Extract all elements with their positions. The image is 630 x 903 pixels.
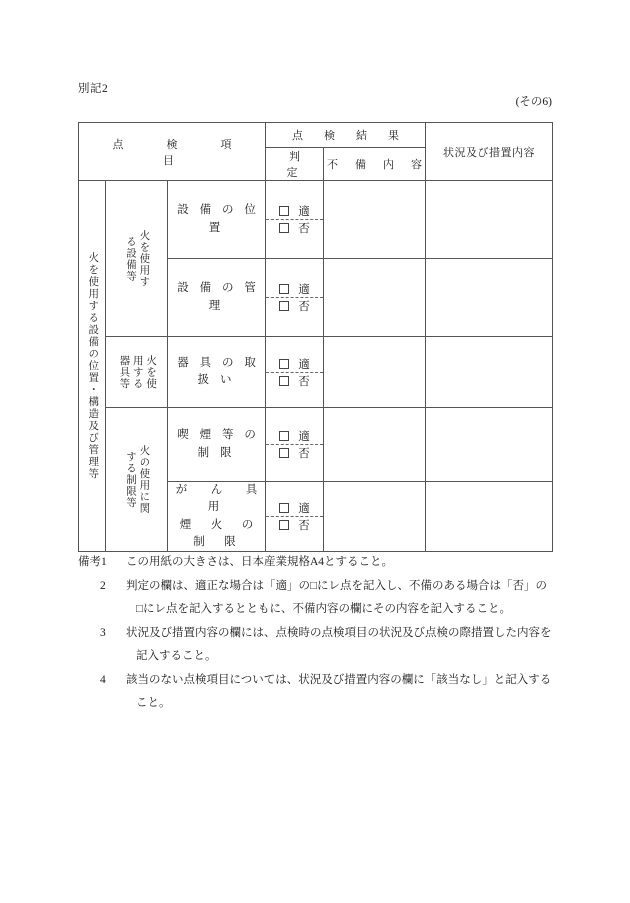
status-measures-cell[interactable] bbox=[426, 181, 553, 259]
checkbox-icon[interactable] bbox=[279, 206, 289, 216]
defect-content-cell[interactable] bbox=[324, 181, 426, 259]
group-cell-usage-restrictions bbox=[106, 408, 168, 552]
header-inspection-result: 点 検 結 果 bbox=[266, 123, 426, 148]
table-row bbox=[79, 408, 553, 482]
judgement-option-pass[interactable] bbox=[266, 203, 323, 220]
group-cell-appliances bbox=[106, 337, 168, 408]
judgement-fail-label: 否 bbox=[298, 223, 310, 235]
judgement-option-fail[interactable] bbox=[266, 298, 323, 314]
checkbox-icon[interactable] bbox=[279, 223, 289, 233]
checkbox-icon[interactable] bbox=[279, 431, 289, 441]
item-cell bbox=[168, 181, 266, 259]
judgement-pass-label: 適 bbox=[298, 431, 310, 443]
judgement-option-fail[interactable] bbox=[266, 220, 323, 236]
judgement-pass-label: 適 bbox=[298, 206, 310, 218]
sheet-number: (その6) bbox=[515, 96, 552, 108]
table-header-row-1 bbox=[79, 123, 553, 148]
inspection-table bbox=[78, 122, 553, 552]
item-cell bbox=[168, 259, 266, 337]
category-cell bbox=[79, 181, 106, 552]
checkbox-icon[interactable] bbox=[279, 520, 289, 530]
defect-content-cell[interactable] bbox=[324, 482, 426, 552]
judgement-cell bbox=[266, 337, 324, 408]
defect-content-cell[interactable] bbox=[324, 408, 426, 482]
note-text: 状況及び措置内容の欄には、点検時の点検項目の状況及び点検の際措置した内容を bbox=[126, 626, 552, 639]
note-text: こと。 bbox=[136, 697, 171, 710]
item-cell bbox=[168, 337, 266, 408]
header-inspection-item: 点 検 項 目 bbox=[79, 123, 266, 181]
judgement-option-pass[interactable] bbox=[266, 500, 323, 517]
judgement-option-pass[interactable] bbox=[266, 428, 323, 445]
item-label: 煙 火 の 制 限 bbox=[179, 518, 273, 548]
item-label: 設 備 の 管 理 bbox=[177, 282, 260, 312]
judgement-pass-label: 適 bbox=[298, 284, 310, 296]
judgement-option-fail[interactable] bbox=[266, 373, 323, 389]
item-label: 喫 煙 等 の 制 限 bbox=[177, 429, 260, 459]
group-label-line: 火を使用す bbox=[138, 229, 150, 288]
note-text: 該当のない点検項目については、状況及び措置内容の欄に「該当なし」と記入する bbox=[126, 673, 552, 686]
item-label: 器 具 の 取 扱 い bbox=[177, 356, 260, 386]
judgement-cell bbox=[266, 259, 324, 337]
group-label-line: 火の使用に関 bbox=[138, 445, 150, 514]
judgement-option-fail[interactable] bbox=[266, 517, 323, 533]
judgement-fail-label: 否 bbox=[298, 301, 310, 313]
group-cell-equipment bbox=[106, 181, 168, 337]
judgement-option-pass[interactable] bbox=[266, 281, 323, 298]
item-label: が ん 具 用 bbox=[175, 484, 281, 514]
item-label: 設 備 の 位 置 bbox=[177, 204, 260, 234]
note-item bbox=[78, 575, 578, 599]
header-status-and-measures: 状況及び措置内容 bbox=[426, 123, 553, 181]
group-label-line: る設備等 bbox=[125, 235, 136, 282]
header-defect-content: 不 備 内 容 bbox=[324, 148, 426, 181]
defect-content-cell[interactable] bbox=[324, 337, 426, 408]
defect-content-cell[interactable] bbox=[324, 259, 426, 337]
note-text: 記入すること。 bbox=[136, 650, 217, 663]
notes-label: 備考1 bbox=[78, 556, 107, 568]
note-number: 3 bbox=[100, 626, 106, 639]
group-label-line: する制限等 bbox=[125, 450, 136, 509]
group-label-line: 火を使 bbox=[145, 354, 157, 390]
judgement-pass-label: 適 bbox=[298, 503, 310, 515]
judgement-option-pass[interactable] bbox=[266, 356, 323, 373]
judgement-fail-label: 否 bbox=[298, 448, 310, 460]
note-number: 2 bbox=[100, 579, 106, 592]
checkbox-icon[interactable] bbox=[279, 359, 289, 369]
judgement-cell bbox=[266, 408, 324, 482]
table-row bbox=[79, 337, 553, 408]
note-text: この用紙の大きさは、日本産業規格A4とすること。 bbox=[126, 556, 394, 568]
header-judgement: 判 定 bbox=[266, 148, 324, 181]
checkbox-icon[interactable] bbox=[279, 376, 289, 386]
note-item bbox=[78, 551, 578, 575]
checkbox-icon[interactable] bbox=[279, 448, 289, 458]
item-cell bbox=[168, 408, 266, 482]
status-measures-cell[interactable] bbox=[426, 408, 553, 482]
group-label-line: 器具等 bbox=[118, 354, 130, 390]
judgement-pass-label: 適 bbox=[298, 358, 310, 371]
judgement-cell bbox=[266, 181, 324, 259]
note-number: 4 bbox=[100, 673, 106, 686]
table-row bbox=[79, 181, 553, 259]
category-label: 火を使用する設備の位置・構造及び管理等 bbox=[87, 252, 99, 480]
judgement-fail-label: 否 bbox=[298, 375, 310, 388]
item-cell bbox=[168, 482, 281, 552]
group-label-line: 用する bbox=[131, 354, 143, 390]
checkbox-icon[interactable] bbox=[279, 301, 289, 311]
judgement-fail-label: 否 bbox=[298, 520, 310, 532]
note-item bbox=[78, 622, 578, 646]
judgement-option-fail[interactable] bbox=[266, 445, 323, 461]
checkbox-icon[interactable] bbox=[279, 284, 289, 294]
note-text: 判定の欄は、適正な場合は「適」の□にレ点を記入し、不備のある場合は「否」の bbox=[126, 579, 547, 592]
note-item bbox=[78, 669, 578, 693]
note-text: □にレ点を記入するとともに、不備内容の欄にその内容を記入すること。 bbox=[136, 603, 511, 616]
notes-section bbox=[78, 551, 578, 716]
document-number: 別記2 bbox=[78, 83, 109, 95]
status-measures-cell[interactable] bbox=[426, 482, 553, 552]
checkbox-icon[interactable] bbox=[279, 503, 289, 513]
status-measures-cell[interactable] bbox=[426, 259, 553, 337]
status-measures-cell[interactable] bbox=[426, 337, 553, 408]
